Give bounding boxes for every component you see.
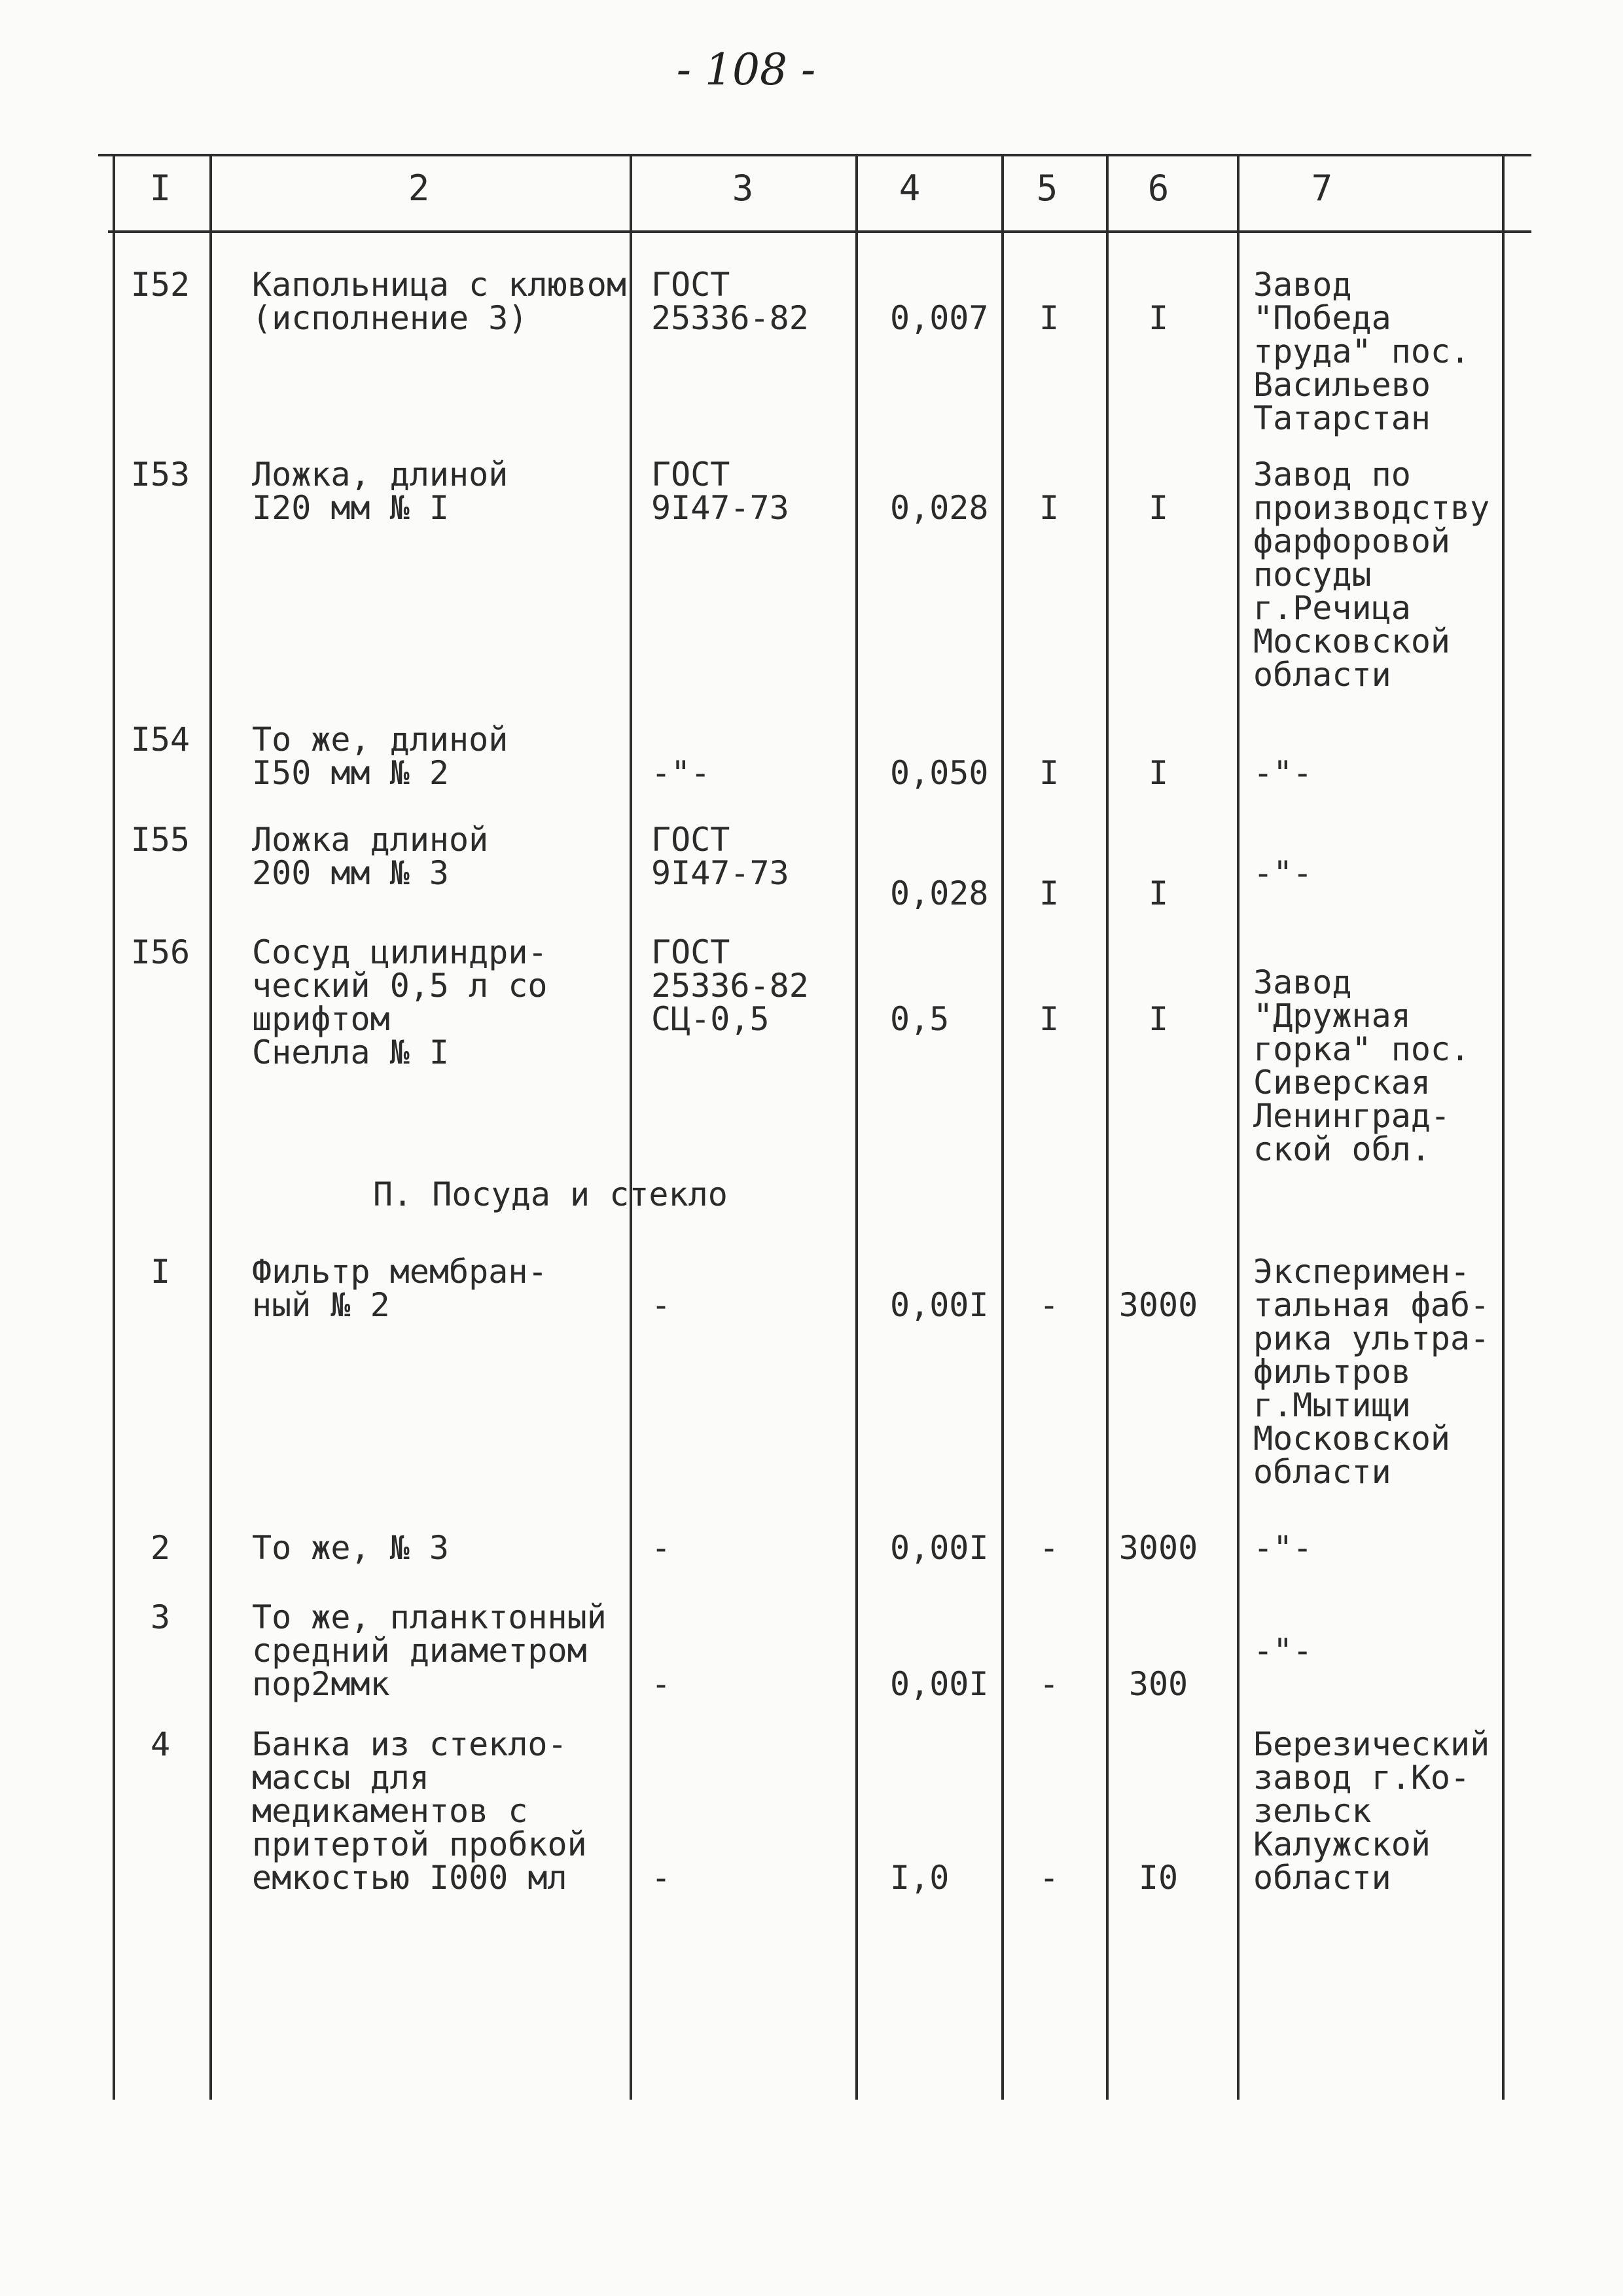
supplier-line: Эксперимен- — [1253, 1253, 1471, 1291]
weight-value: 0,028 — [890, 489, 989, 527]
supplier-line: горка" пос. — [1253, 1030, 1471, 1068]
table-top-rule — [98, 154, 1531, 156]
supplier-line: "Победа — [1253, 299, 1391, 337]
item-name-line: То же, № 3 — [252, 1529, 450, 1567]
standard-line: 25336-82 — [651, 299, 809, 337]
column-5-value: - — [1039, 1529, 1060, 1567]
column-rule — [1106, 154, 1109, 2100]
supplier-line: г.Речица — [1253, 589, 1411, 627]
standard-line: 9I47-73 — [651, 854, 789, 892]
supplier-line: завод г.Ко- — [1253, 1759, 1471, 1797]
column-rule — [209, 154, 212, 2100]
standard-line: 9I47-73 — [651, 489, 789, 527]
column-header: 5 — [1036, 168, 1058, 209]
supplier-line: посуды — [1253, 556, 1372, 594]
supplier-line: Ленинград- — [1253, 1096, 1451, 1135]
column-6-value: I — [1148, 1000, 1169, 1038]
supplier-line: области — [1253, 1453, 1391, 1491]
item-name-line: медикаментов с — [252, 1792, 528, 1830]
item-name-line: ческий 0,5 л со — [252, 967, 548, 1005]
column-6-value: 300 — [1128, 1665, 1188, 1703]
row-number: I — [150, 1253, 171, 1291]
column-rule — [630, 154, 632, 2100]
supplier-line: области — [1253, 656, 1391, 694]
standard-line: - — [651, 1286, 671, 1324]
column-rule — [855, 154, 858, 2100]
column-6-value: I — [1148, 754, 1169, 792]
section-title: П. Посуда и стекло — [373, 1175, 728, 1213]
supplier-line: Сиверская — [1253, 1063, 1431, 1102]
column-6-value: I — [1148, 489, 1169, 527]
column-rule — [113, 154, 115, 2100]
supplier-line: Московской — [1253, 622, 1451, 660]
supplier-line: зельск — [1253, 1792, 1372, 1830]
supplier-line: Завод — [1253, 963, 1352, 1001]
standard-line: - — [651, 1529, 671, 1567]
standard-line: СЦ-0,5 — [651, 1000, 770, 1038]
weight-value: 0,00I — [890, 1286, 989, 1324]
supplier-line: "Дружная — [1253, 996, 1411, 1035]
item-name-line: I50 мм № 2 — [252, 754, 450, 792]
row-number: I52 — [130, 266, 190, 304]
header-bottom-rule — [108, 230, 1531, 233]
supplier-line: Завод — [1253, 266, 1352, 304]
column-5-value: I — [1039, 489, 1060, 527]
column-header: 6 — [1147, 168, 1169, 209]
item-name-line: емкостью I000 мл — [252, 1859, 567, 1897]
column-5-value: - — [1039, 1286, 1060, 1324]
item-name-line: Капольница с клювом — [252, 266, 626, 304]
column-rule — [1001, 154, 1004, 2100]
standard-line: 25336-82 — [651, 967, 809, 1005]
item-name-line: Фильтр мембран- — [252, 1253, 548, 1291]
weight-value: 0,050 — [890, 754, 989, 792]
row-number: 2 — [150, 1529, 171, 1567]
column-header: 4 — [899, 168, 921, 209]
supplier-line: фарфоровой — [1253, 522, 1451, 560]
column-5-value: I — [1039, 1000, 1060, 1038]
item-name-line: Банка из стекло- — [252, 1725, 567, 1763]
item-name-line: массы для — [252, 1759, 429, 1797]
supplier-line: -"- — [1253, 854, 1313, 892]
weight-value: 0,007 — [890, 299, 989, 337]
supplier-line: труда" пос. — [1253, 332, 1471, 370]
column-5-value: - — [1039, 1859, 1060, 1897]
supplier-line: г.Мытищи — [1253, 1386, 1411, 1424]
weight-value: 0,00I — [890, 1529, 989, 1567]
row-number: I53 — [130, 456, 190, 493]
supplier-line: Московской — [1253, 1420, 1451, 1458]
supplier-line: рика ультра- — [1253, 1319, 1490, 1357]
item-name-line: Сосуд цилиндри- — [252, 933, 548, 971]
column-rule — [1237, 154, 1240, 2100]
supplier-line: -"- — [1253, 1632, 1313, 1670]
item-name-line: шрифтом — [252, 1000, 390, 1038]
standard-line: - — [651, 1665, 671, 1703]
standard-line: ГОСТ — [651, 821, 730, 859]
item-name-line: (исполнение 3) — [252, 299, 528, 337]
column-header: 3 — [732, 168, 754, 209]
item-name-line: средний диаметром — [252, 1632, 587, 1670]
column-header: I — [149, 168, 171, 209]
item-name-line: Снелла № I — [252, 1033, 450, 1071]
item-name-line: Ложка, длиной — [252, 456, 508, 493]
weight-value: 0,028 — [890, 874, 989, 912]
standard-line: ГОСТ — [651, 266, 730, 304]
supplier-line: фильтров — [1253, 1353, 1411, 1391]
supplier-line: Татарстан — [1253, 399, 1431, 437]
supplier-line: Завод по — [1253, 456, 1411, 493]
supplier-line: ской обл. — [1253, 1130, 1431, 1168]
page-number: - 108 - — [676, 45, 816, 95]
column-6-value: I0 — [1138, 1859, 1179, 1897]
column-5-value: - — [1039, 1665, 1060, 1703]
item-name-line: Ложка длиной — [252, 821, 489, 859]
supplier-line: -"- — [1253, 1529, 1313, 1567]
column-6-value: 3000 — [1118, 1286, 1198, 1324]
column-5-value: I — [1039, 299, 1060, 337]
supplier-line: области — [1253, 1859, 1391, 1897]
standard-line: ГОСТ — [651, 933, 730, 971]
supplier-line: Калужской — [1253, 1825, 1431, 1863]
weight-value: I,0 — [890, 1859, 950, 1897]
item-name-line: То же, длиной — [252, 721, 508, 759]
supplier-line: тальная фаб- — [1253, 1286, 1490, 1324]
column-header: 2 — [408, 168, 430, 209]
supplier-line: Васильево — [1253, 366, 1431, 404]
weight-value: 0,00I — [890, 1665, 989, 1703]
item-name-line: притертой пробкой — [252, 1825, 587, 1863]
row-number: 3 — [150, 1598, 171, 1636]
standard-line: ГОСТ — [651, 456, 730, 493]
weight-value: 0,5 — [890, 1000, 950, 1038]
column-rule — [1502, 154, 1505, 2100]
column-5-value: I — [1039, 754, 1060, 792]
supplier-line: производству — [1253, 489, 1490, 527]
supplier-line: -"- — [1253, 754, 1313, 792]
item-name-line: пор2ммк — [252, 1665, 390, 1703]
row-number: I55 — [130, 821, 190, 859]
row-number: I54 — [130, 721, 190, 759]
column-6-value: 3000 — [1118, 1529, 1198, 1567]
standard-line: - — [651, 1859, 671, 1897]
row-number: I56 — [130, 933, 190, 971]
standard-line: -"- — [651, 754, 711, 792]
item-name-line: 200 мм № 3 — [252, 854, 450, 892]
column-5-value: I — [1039, 874, 1060, 912]
supplier-line: Березический — [1253, 1725, 1490, 1763]
item-name-line: ный № 2 — [252, 1286, 390, 1324]
item-name-line: То же, планктонный — [252, 1598, 607, 1636]
row-number: 4 — [150, 1725, 171, 1763]
column-6-value: I — [1148, 874, 1169, 912]
column-6-value: I — [1148, 299, 1169, 337]
item-name-line: I20 мм № I — [252, 489, 450, 527]
column-header: 7 — [1311, 168, 1333, 209]
